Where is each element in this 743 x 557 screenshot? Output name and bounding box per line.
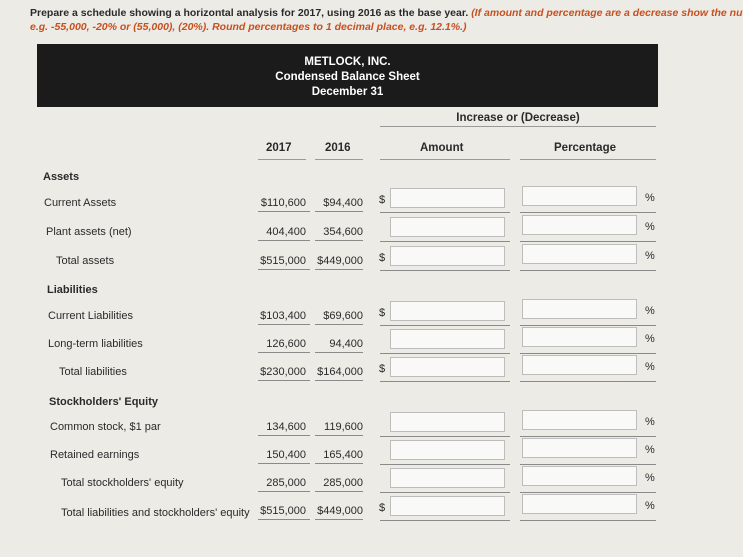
column-2016: 2016	[325, 142, 351, 154]
row-label: Total liabilities	[59, 366, 127, 378]
section-liabilities: Liabilities	[47, 284, 98, 296]
underline-2017	[258, 352, 310, 353]
percent-sign: %	[645, 221, 655, 233]
underline-amount	[380, 353, 510, 354]
row-label: Retained earnings	[50, 449, 140, 461]
value-2017: $110,600	[260, 197, 306, 209]
amount-input[interactable]	[390, 217, 505, 237]
column-percentage: Percentage	[554, 142, 617, 154]
percentage-input[interactable]	[522, 466, 637, 486]
increase-decrease-header: Increase or (Decrease)	[456, 112, 580, 124]
underline-2016	[315, 240, 363, 241]
percent-sign: %	[645, 500, 655, 512]
dollar-sign: $	[379, 252, 386, 264]
dollar-sign: $	[379, 363, 386, 375]
value-2016: 94,400	[329, 338, 363, 350]
underline-percentage	[520, 325, 656, 326]
value-2017: $515,000	[260, 255, 306, 267]
value-2017: 285,000	[266, 477, 306, 489]
underline-2017	[258, 519, 310, 520]
row-label: Total assets	[56, 255, 115, 267]
value-2016: $449,000	[317, 505, 363, 517]
underline-amount	[380, 492, 510, 493]
column-rule-percentage	[520, 159, 656, 160]
underline-percentage	[520, 381, 656, 382]
underline-2016	[315, 463, 363, 464]
percent-sign: %	[645, 416, 655, 428]
percentage-input[interactable]	[522, 215, 637, 235]
row-label: Total liabilities and stockholders' equity	[61, 507, 250, 519]
instructions-example: e.g. -55,000, -20% or (55,000), (20%). Round percentages to 1 decimal place, e.g. 12.1%.)	[30, 21, 467, 33]
value-2016: $69,600	[323, 310, 363, 322]
row-label: Plant assets (net)	[46, 226, 132, 238]
column-amount: Amount	[420, 142, 464, 154]
percentage-input[interactable]	[522, 299, 637, 319]
underline-amount	[380, 241, 510, 242]
underline-amount	[380, 212, 510, 213]
underline-amount	[380, 381, 510, 382]
underline-2016	[315, 324, 363, 325]
percentage-input[interactable]	[522, 244, 637, 264]
underline-amount	[380, 464, 510, 465]
percent-sign: %	[645, 444, 655, 456]
row-label: Common stock, $1 par	[50, 421, 161, 433]
row-label: Current Liabilities	[48, 310, 133, 322]
row-label: Long-term liabilities	[48, 338, 143, 350]
percentage-input[interactable]	[522, 186, 637, 206]
underline-percentage	[520, 353, 656, 354]
instructions	[30, 6, 743, 34]
underline-percentage	[520, 492, 656, 493]
percent-sign: %	[645, 333, 655, 345]
amount-input[interactable]	[390, 496, 505, 516]
amount-input[interactable]	[390, 329, 505, 349]
dollar-sign: $	[379, 307, 386, 319]
value-2017: $103,400	[260, 310, 306, 322]
underline-2017	[258, 380, 310, 381]
underline-amount	[380, 520, 510, 521]
underline-2016	[315, 269, 363, 270]
statement-title: Condensed Balance Sheet	[275, 71, 420, 83]
underline-2017	[258, 269, 310, 270]
amount-input[interactable]	[390, 412, 505, 432]
statement-header	[37, 44, 658, 107]
underline-2017	[258, 240, 310, 241]
underline-amount	[380, 270, 510, 271]
underline-amount	[380, 436, 510, 437]
row-label: Current Assets	[44, 197, 117, 209]
underline-2017	[258, 324, 310, 325]
section-assets: Assets	[43, 171, 80, 183]
amount-input[interactable]	[390, 246, 505, 266]
percent-sign: %	[645, 192, 655, 204]
row-label: Total stockholders' equity	[61, 477, 184, 489]
value-2017: $230,000	[260, 366, 306, 378]
underline-percentage	[520, 212, 656, 213]
percent-sign: %	[645, 361, 655, 373]
underline-2017	[258, 435, 310, 436]
amount-input[interactable]	[390, 301, 505, 321]
underline-2017	[258, 463, 310, 464]
amount-input[interactable]	[390, 357, 505, 377]
value-2016: 285,000	[323, 477, 363, 489]
amount-input[interactable]	[390, 188, 505, 208]
instructions-note: (If amount and percentage are a decrease show the nu	[471, 7, 743, 19]
underline-2016	[315, 380, 363, 381]
percent-sign: %	[645, 305, 655, 317]
instructions-main: Prepare a schedule showing a horizontal analysis for 2017, using 2016 as the base year.	[30, 7, 472, 19]
value-2016: $164,000	[317, 366, 363, 378]
column-rule-2016	[315, 159, 363, 160]
increase-header-rule	[380, 126, 656, 127]
percentage-input[interactable]	[522, 494, 637, 514]
company-name: METLOCK, INC.	[304, 56, 391, 68]
column-2017: 2017	[266, 142, 292, 154]
dollar-sign: $	[379, 502, 386, 514]
value-2017: 134,600	[266, 421, 306, 433]
section-equity: Stockholders' Equity	[49, 396, 158, 408]
value-2016: 354,600	[323, 226, 363, 238]
underline-2016	[315, 491, 363, 492]
underline-percentage	[520, 241, 656, 242]
underline-2016	[315, 352, 363, 353]
underline-2016	[315, 435, 363, 436]
percentage-input[interactable]	[522, 438, 637, 458]
underline-2017	[258, 211, 310, 212]
value-2017: 404,400	[266, 226, 306, 238]
value-2016: 165,400	[323, 449, 363, 461]
column-rule-2017	[258, 159, 306, 160]
underline-amount	[380, 325, 510, 326]
value-2016: $449,000	[317, 255, 363, 267]
value-2017: $515,000	[260, 505, 306, 517]
underline-2016	[315, 519, 363, 520]
underline-percentage	[520, 520, 656, 521]
underline-percentage	[520, 436, 656, 437]
percentage-input[interactable]	[522, 410, 637, 430]
value-2016: $94,400	[323, 197, 363, 209]
value-2017: 126,600	[266, 338, 306, 350]
percentage-input[interactable]	[522, 327, 637, 347]
amount-input[interactable]	[390, 440, 505, 460]
percentage-input[interactable]	[522, 355, 637, 375]
underline-percentage	[520, 270, 656, 271]
percent-sign: %	[645, 472, 655, 484]
percent-sign: %	[645, 250, 655, 262]
dollar-sign: $	[379, 194, 386, 206]
amount-input[interactable]	[390, 468, 505, 488]
statement-date: December 31	[311, 86, 384, 98]
column-rule-amount	[380, 159, 510, 160]
underline-percentage	[520, 464, 656, 465]
underline-2016	[315, 211, 363, 212]
value-2017: 150,400	[266, 449, 306, 461]
value-2016: 119,600	[324, 421, 363, 433]
underline-2017	[258, 491, 310, 492]
